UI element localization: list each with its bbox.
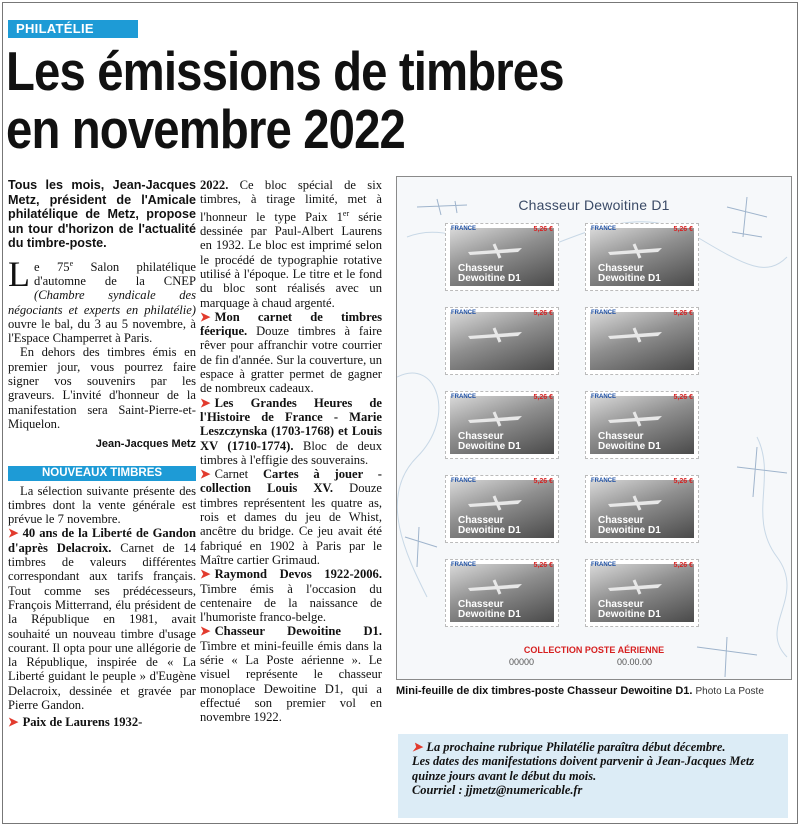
arrow-bullet-icon: ➤ [200,395,211,410]
item-3-text: Douze timbres à faire rêver pour affranchir votre courrier de fin d'année. Sur la couverture, un espace à gratter permet de gagner de nombreux cadeaux. [200,324,383,396]
item-2-continued [200,178,382,310]
collection-right: POSTE AÉRIENNE [584,645,665,655]
intro-paragraph-2: En dehors des timbres émis en premier jour, vous pourrez faire signer vos souvenirs par les graveurs. L'invité d'honneur de la manifestation sera Saint-Pierre-et-Miquelon. [8,345,196,431]
arrow-bullet-icon: ➤ [200,567,211,582]
item-7-title: Chasseur Dewoitine D1. [214,624,382,639]
info-line-2: Les dates des manifestations doivent parvenir à Jean-Jacques Metz quinze jours avant le début du mois. [412,754,755,783]
intro-sup: e [69,258,74,268]
item-2-sup: er [342,208,350,218]
item-2-text-a: Ce bloc spécial de six timbres, à tirage limité, met à l'honneur le type Paix 1 [200,178,382,224]
item-1-title: 40 ans de la Liberté de Gandon d'après Delacroix. [8,526,196,555]
collection-left: COLLECTION [523,645,583,655]
sheet-title: Chasseur Dewoitine D1 [518,197,670,213]
item-6-text: Timbre émis à l'occasion du centenaire de la naissance de l'humoriste franco-belge. [200,581,382,625]
counter-2: 00.00.00 [617,657,653,667]
rubric-label: PHILATÉLIE [8,20,138,38]
headline [6,42,677,158]
item-2-start [8,715,196,729]
item-3-title: Mon carnet de timbres féerique. [200,309,382,339]
intro-text-b: Salon philatélique d'automne de la CNEP [34,259,196,288]
item-1 [8,526,196,712]
item-4-title: Les Grandes Heures de l'Histoire de France - Marie Leszczynska (1703-1768) et Louis XV (1710-1774). [200,395,382,453]
intro-italic: (Chambre syndicale des négociants et experts en philatélie) [8,288,196,317]
section-heading: NOUVEAUX TIMBRES [8,466,196,481]
stamp: FRANCE 5,26 € Chasseur Dewoitine D1 [445,223,559,291]
stamp: FRANCE 5,26 € Chasseur Dewoitine D1 [585,475,699,543]
item-5-title: Cartes à jouer - collection Louis XV. [200,467,382,496]
item-2-title-end: 2022. [200,178,229,192]
stamp: FRANCE 5,26 € Chasseur Dewoitine D1 [585,559,699,627]
stamp: FRANCE 5,26 € [445,307,559,375]
item-7 [200,624,382,724]
dropcap: L [8,253,30,294]
sheet-collection-label [397,645,791,655]
stamp: FRANCE 5,26 € Chasseur Dewoitine D1 [445,391,559,459]
info-text-1: La prochaine rubrique Philatélie paraîtra début décembre. [426,740,726,754]
stamp: FRANCE 5,26 € Chasseur Dewoitine D1 [445,475,559,543]
arrow-bullet-icon: ➤ [8,526,19,541]
intro-paragraph-1 [8,253,196,346]
headline-line-2: en novembre 2022 [6,98,406,160]
item-2-text-b: série dessinée par Paul-Albert Laurens en 1932. Le bloc est imprimé selon le procédé de typographie rotative utilisé à l'époque. Le titre et le fond du bloc sont réalisés avec un marquage à chaud argenté. [200,209,382,310]
stamp: FRANCE 5,26 € [585,307,699,375]
stamp: FRANCE 5,26 € Chasseur Dewoitine D1 [585,223,699,291]
item-2-title: Paix de Laurens 1932- [22,715,143,730]
item-5-text: Douze timbres représentent les quatre as, rois et dames du jeu de Whist, ancêtre du bridge. Ce jeu avait été fabriqué en 1902 à Paris par le Maître cartier Grimaud. [200,481,382,567]
arrow-bullet-icon: ➤ [200,624,211,639]
info-line-3: Courriel : jjmetz@numericable.fr [412,783,583,798]
item-1-text: Carnet de 14 timbres de valeurs différentes correspondant aux tarifs français. Tout comme ses prédécesseurs, François Mitterrand, élu président de la République en 1981, avait souhaité un nouveau timbre d'usage courant. Il opta pour une allégorie de la République, inspirée de « La Liberté guidant le peuple » d'Eugène Delacroix, dessinée et gravée par Pierre Gandon. [8,540,196,712]
intro-text-a: e 75 [34,259,70,274]
stamp: FRANCE 5,26 € Chasseur Dewoitine D1 [445,559,559,627]
item-4 [200,396,382,467]
item-4-text: Bloc de deux timbres à l'effigie des souverains. [200,438,382,467]
arrow-bullet-icon: ➤ [200,309,211,324]
arrow-bullet-icon: ➤ [8,715,19,730]
item-6-title: Raymond Devos 1922-2006. [214,567,382,582]
caption-text: Mini-feuille de dix timbres-poste Chasseur Dewoitine D1. [396,685,693,697]
article-column-1 [8,178,196,730]
stamp-sheet-photo [396,176,792,680]
item-5-prefix: Carnet [214,467,263,482]
article-column-2 [200,178,382,724]
item-7-text: Timbre et mini-feuille émis dans la série « La Poste aérienne ». Le visuel représente le chasseur monoplace Dewoitine D1, qui a effectué son premier vol en novembre 1922. [200,638,382,725]
section-intro: La sélection suivante présente des timbres dont la vente générale est prévue le 7 novembre. [8,483,196,527]
item-6 [200,567,382,624]
photo-credit: Photo La Poste [695,686,764,697]
counter-1: 00000 [509,657,535,667]
arrow-bullet-icon: ➤ [200,467,211,482]
author-signature: Jean-Jacques Metz [95,438,196,451]
intro-text-c: ouvre le bal, du 3 au 5 novembre, à l'Espace Champerret à Paris. [8,316,196,346]
article-lead: Tous les mois, Jean-Jacques Metz, président de l'Amicale philatélique de Metz, propose un tour d'horizon de l'actualité du timbre-poste. [8,178,196,250]
info-line-1 [412,740,778,754]
arrow-bullet-icon: ➤ [412,740,423,754]
item-3 [200,310,382,396]
stamp: FRANCE 5,26 € Chasseur Dewoitine D1 [585,391,699,459]
item-5 [200,467,382,567]
headline-line-1: Les émissions de timbres [6,40,564,102]
photo-caption [396,684,788,699]
info-box [398,734,788,818]
